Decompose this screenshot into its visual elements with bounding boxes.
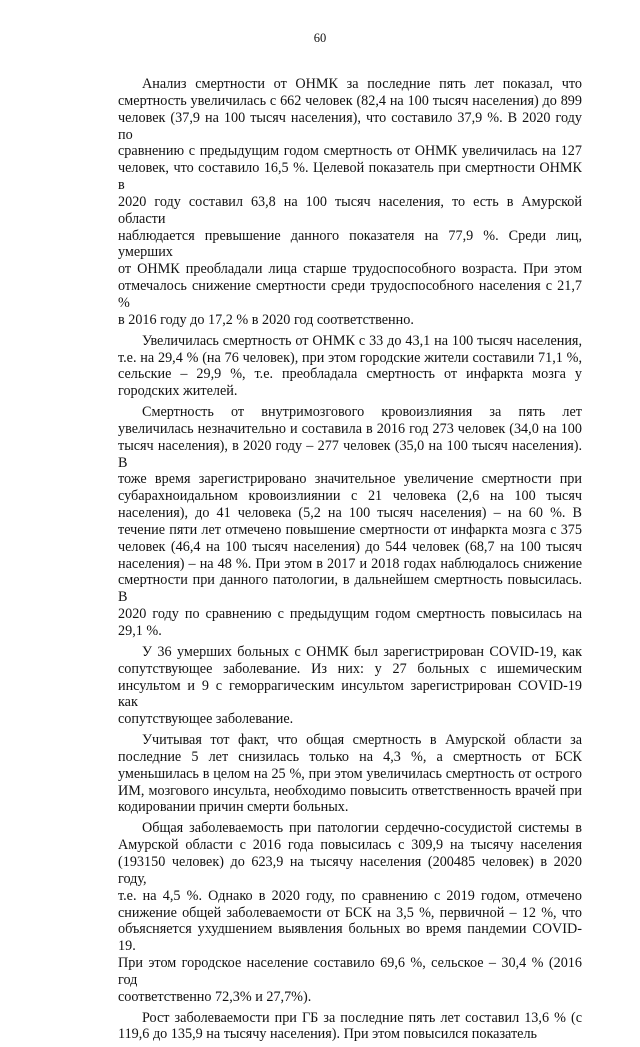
text-line: 29,1 %. — [118, 623, 162, 639]
paragraph — [118, 76, 582, 329]
text-line: объясняется ухудшением выявления больных во время пандемии COVID-19. — [118, 921, 582, 955]
body-text — [118, 76, 582, 1047]
text-line: (193150 человек) до 623,9 на тысячу населения (200485 человек) в 2020 году, — [118, 853, 582, 887]
text-line: ИМ, мозгового инсульта, необходимо повысить ответственность врачей при — [118, 782, 582, 799]
text-line: наблюдается превышение данного показателя на 77,9 %. Среди лиц, умерших — [118, 227, 582, 261]
text-line: уменьшилась в целом на 25 %, при этом увеличилась смертность от острого — [118, 765, 582, 782]
text-line: смертность увеличилась с 662 человек (82,4 на 100 тысяч населения) до 899 — [118, 92, 582, 109]
paragraph — [118, 404, 582, 640]
text-line: отмечалось снижение смертности среди трудоспособного населения с 21,7 % — [118, 278, 582, 311]
text-line: Смертность от внутримозгового кровоизлияния за пять лет — [142, 404, 582, 421]
text-line: У 36 умерших больных с ОНМК был зарегистрирован COVID-19, как — [142, 643, 582, 660]
page-number: 60 — [313, 31, 327, 45]
text-line: Амурской области с 2016 года повысилась с 309,9 на тысячу населения — [118, 837, 582, 854]
paragraph — [118, 820, 582, 1005]
text-line: сопутствующее заболевание. — [118, 711, 294, 728]
text-line: снижение общей заболеваемости от БСК на 3,5 %, первичной – 12 %, что — [118, 904, 582, 921]
text-line: 119,6 до 135,9 на тысячу населения). При этом повысился показатель — [118, 1026, 538, 1043]
text-line: сопутствующее заболевание. Из них: у 27 больных с ишемическим — [118, 660, 582, 677]
text-line: течение пяти лет отмечено повышение смертности от инфаркта мозга с 375 — [118, 521, 582, 538]
text-line: тысяч населения), в 2020 году – 277 человек (35,0 на 100 тысяч населения). В — [118, 437, 582, 471]
text-line: т.е. на 29,4 % (на 76 человек), при этом городские жители составили 71,1 %, — [118, 349, 582, 366]
text-line: населения), до 41 человека (5,2 на 100 тысяч населения) – на 60 %. В — [118, 505, 582, 522]
text-line: кодировании причин смерти больных. — [118, 799, 349, 816]
text-line: последние 5 лет снизилась только на 4,3 %, а смертность от БСК — [118, 748, 582, 765]
text-line: Рост заболеваемости при ГБ за последние пять лет составил 13,6 % (с — [142, 1009, 582, 1026]
text-line: 2020 году по сравнению с предыдущим годом смертность повысилась на — [118, 606, 582, 623]
text-line: При этом городское население составило 69,6 %, сельское – 30,4 % (2016 год — [118, 955, 582, 988]
paragraph — [118, 333, 582, 400]
text-line: Увеличилась смертность от ОНМК с 33 до 43,1 на 100 тысяч населения, — [142, 332, 582, 349]
paragraph — [118, 732, 582, 816]
text-line: 2020 году составил 63,8 на 100 тысяч населения, то есть в Амурской области — [118, 193, 582, 227]
text-line: от ОНМК преобладали лица старше трудоспособного возраста. При этом — [118, 261, 582, 278]
text-line: городских жителей. — [118, 383, 238, 400]
text-line: смертности при данного патологии, в дальнейшем смертность повысилась. В — [118, 572, 582, 606]
text-line: субарахноидальном кровоизлиянии с 21 человека (2,6 на 100 тысяч — [118, 488, 582, 505]
text-line: увеличилась незначительно и составила в 2016 год 273 человек (34,0 на 100 — [118, 420, 582, 437]
paragraph — [118, 1010, 582, 1044]
text-line: населения) – на 48 %. При этом в 2017 и 2018 годах наблюдалось снижение — [118, 555, 582, 572]
text-line: соответственно 72,3% и 27,7%). — [118, 988, 312, 1005]
text-line: тоже время зарегистрировано значительное увеличение смертности при — [118, 471, 582, 488]
text-line: сельские – 29,9 %, т.е. преобладала смертность от инфаркта мозга у — [118, 366, 582, 383]
text-line: Общая заболеваемость при патологии сердечно-сосудистой системы в — [142, 820, 582, 837]
text-line: Анализ смертности от ОНМК за последние пять лет показал, что — [142, 76, 582, 92]
text-line: сравнению с предыдущим годом смертность от ОНМК увеличилась на 127 — [118, 143, 582, 160]
text-line: т.е. на 4,5 %. Однако в 2020 году, по сравнению с 2019 годом, отмечено — [118, 887, 582, 904]
text-line: человек (46,4 на 100 тысяч населения) до 544 человек (68,7 на 100 тысяч — [118, 538, 582, 555]
text-line: в 2016 году до 17,2 % в 2020 год соответственно. — [118, 311, 414, 328]
text-line: человек (37,9 на 100 тысяч населения), что составило 37,9 %. В 2020 году по — [118, 109, 582, 143]
paragraph — [118, 644, 582, 728]
text-line: Учитывая тот факт, что общая смертность в Амурской области за — [142, 732, 582, 749]
text-line: инсультом и 9 с геморрагическим инсультом зарегистрирован COVID-19 как — [118, 677, 582, 711]
text-line: человек, что составило 16,5 %. Целевой показатель при смертности ОНМК в — [118, 160, 582, 194]
